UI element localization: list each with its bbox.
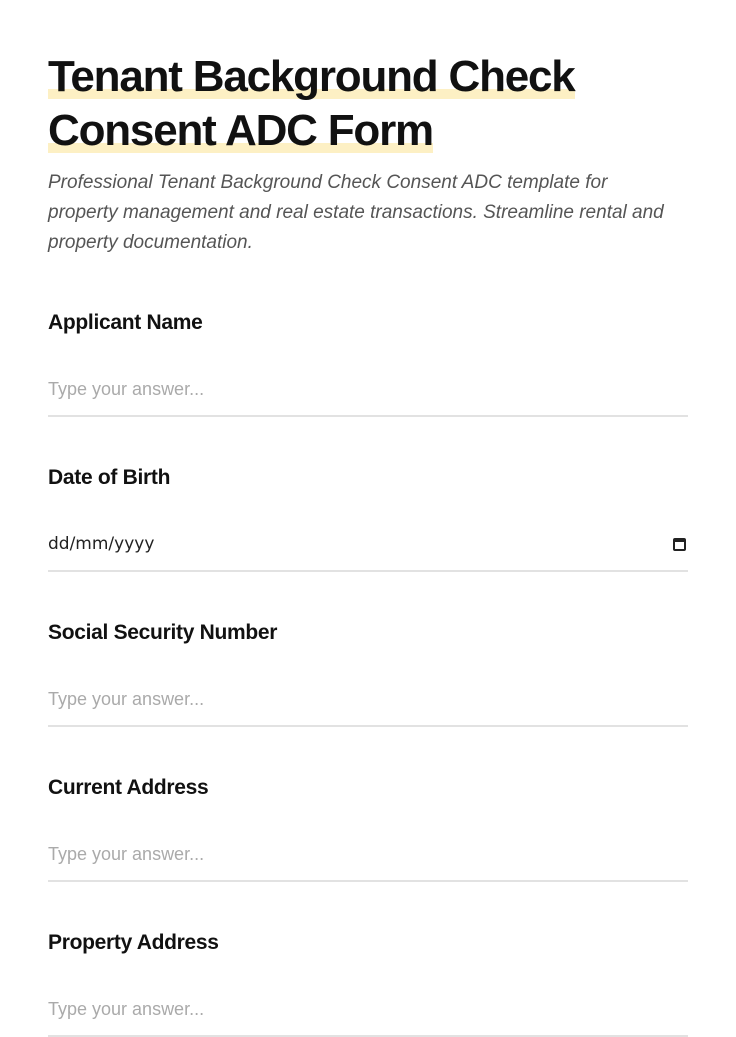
- field-ssn: [48, 618, 688, 727]
- field-property-address: [48, 928, 688, 1037]
- field-label: Current Address: [48, 776, 209, 799]
- calendar-icon[interactable]: [673, 538, 686, 551]
- field-date-of-birth: [48, 463, 688, 572]
- form-description: Professional Tenant Background Check Consent ADC template for property management and real estate transactions. Streamline rental and property documentation.: [48, 172, 664, 253]
- page-title: Tenant Background Check Consent ADC Form: [48, 52, 575, 155]
- applicant-name-input[interactable]: Type your answer...: [48, 367, 688, 417]
- property-address-input[interactable]: Type your answer...: [48, 987, 688, 1037]
- field-label: Social Security Number: [48, 621, 278, 644]
- field-label: Property Address: [48, 931, 219, 954]
- field-current-address: [48, 773, 688, 882]
- field-label: Applicant Name: [48, 311, 203, 334]
- current-address-input[interactable]: Type your answer...: [48, 832, 688, 882]
- ssn-input[interactable]: Type your answer...: [48, 677, 688, 727]
- field-applicant-name: [48, 308, 688, 417]
- field-label: Date of Birth: [48, 466, 171, 489]
- date-of-birth-input[interactable]: dd/mm/yyyy: [48, 522, 688, 572]
